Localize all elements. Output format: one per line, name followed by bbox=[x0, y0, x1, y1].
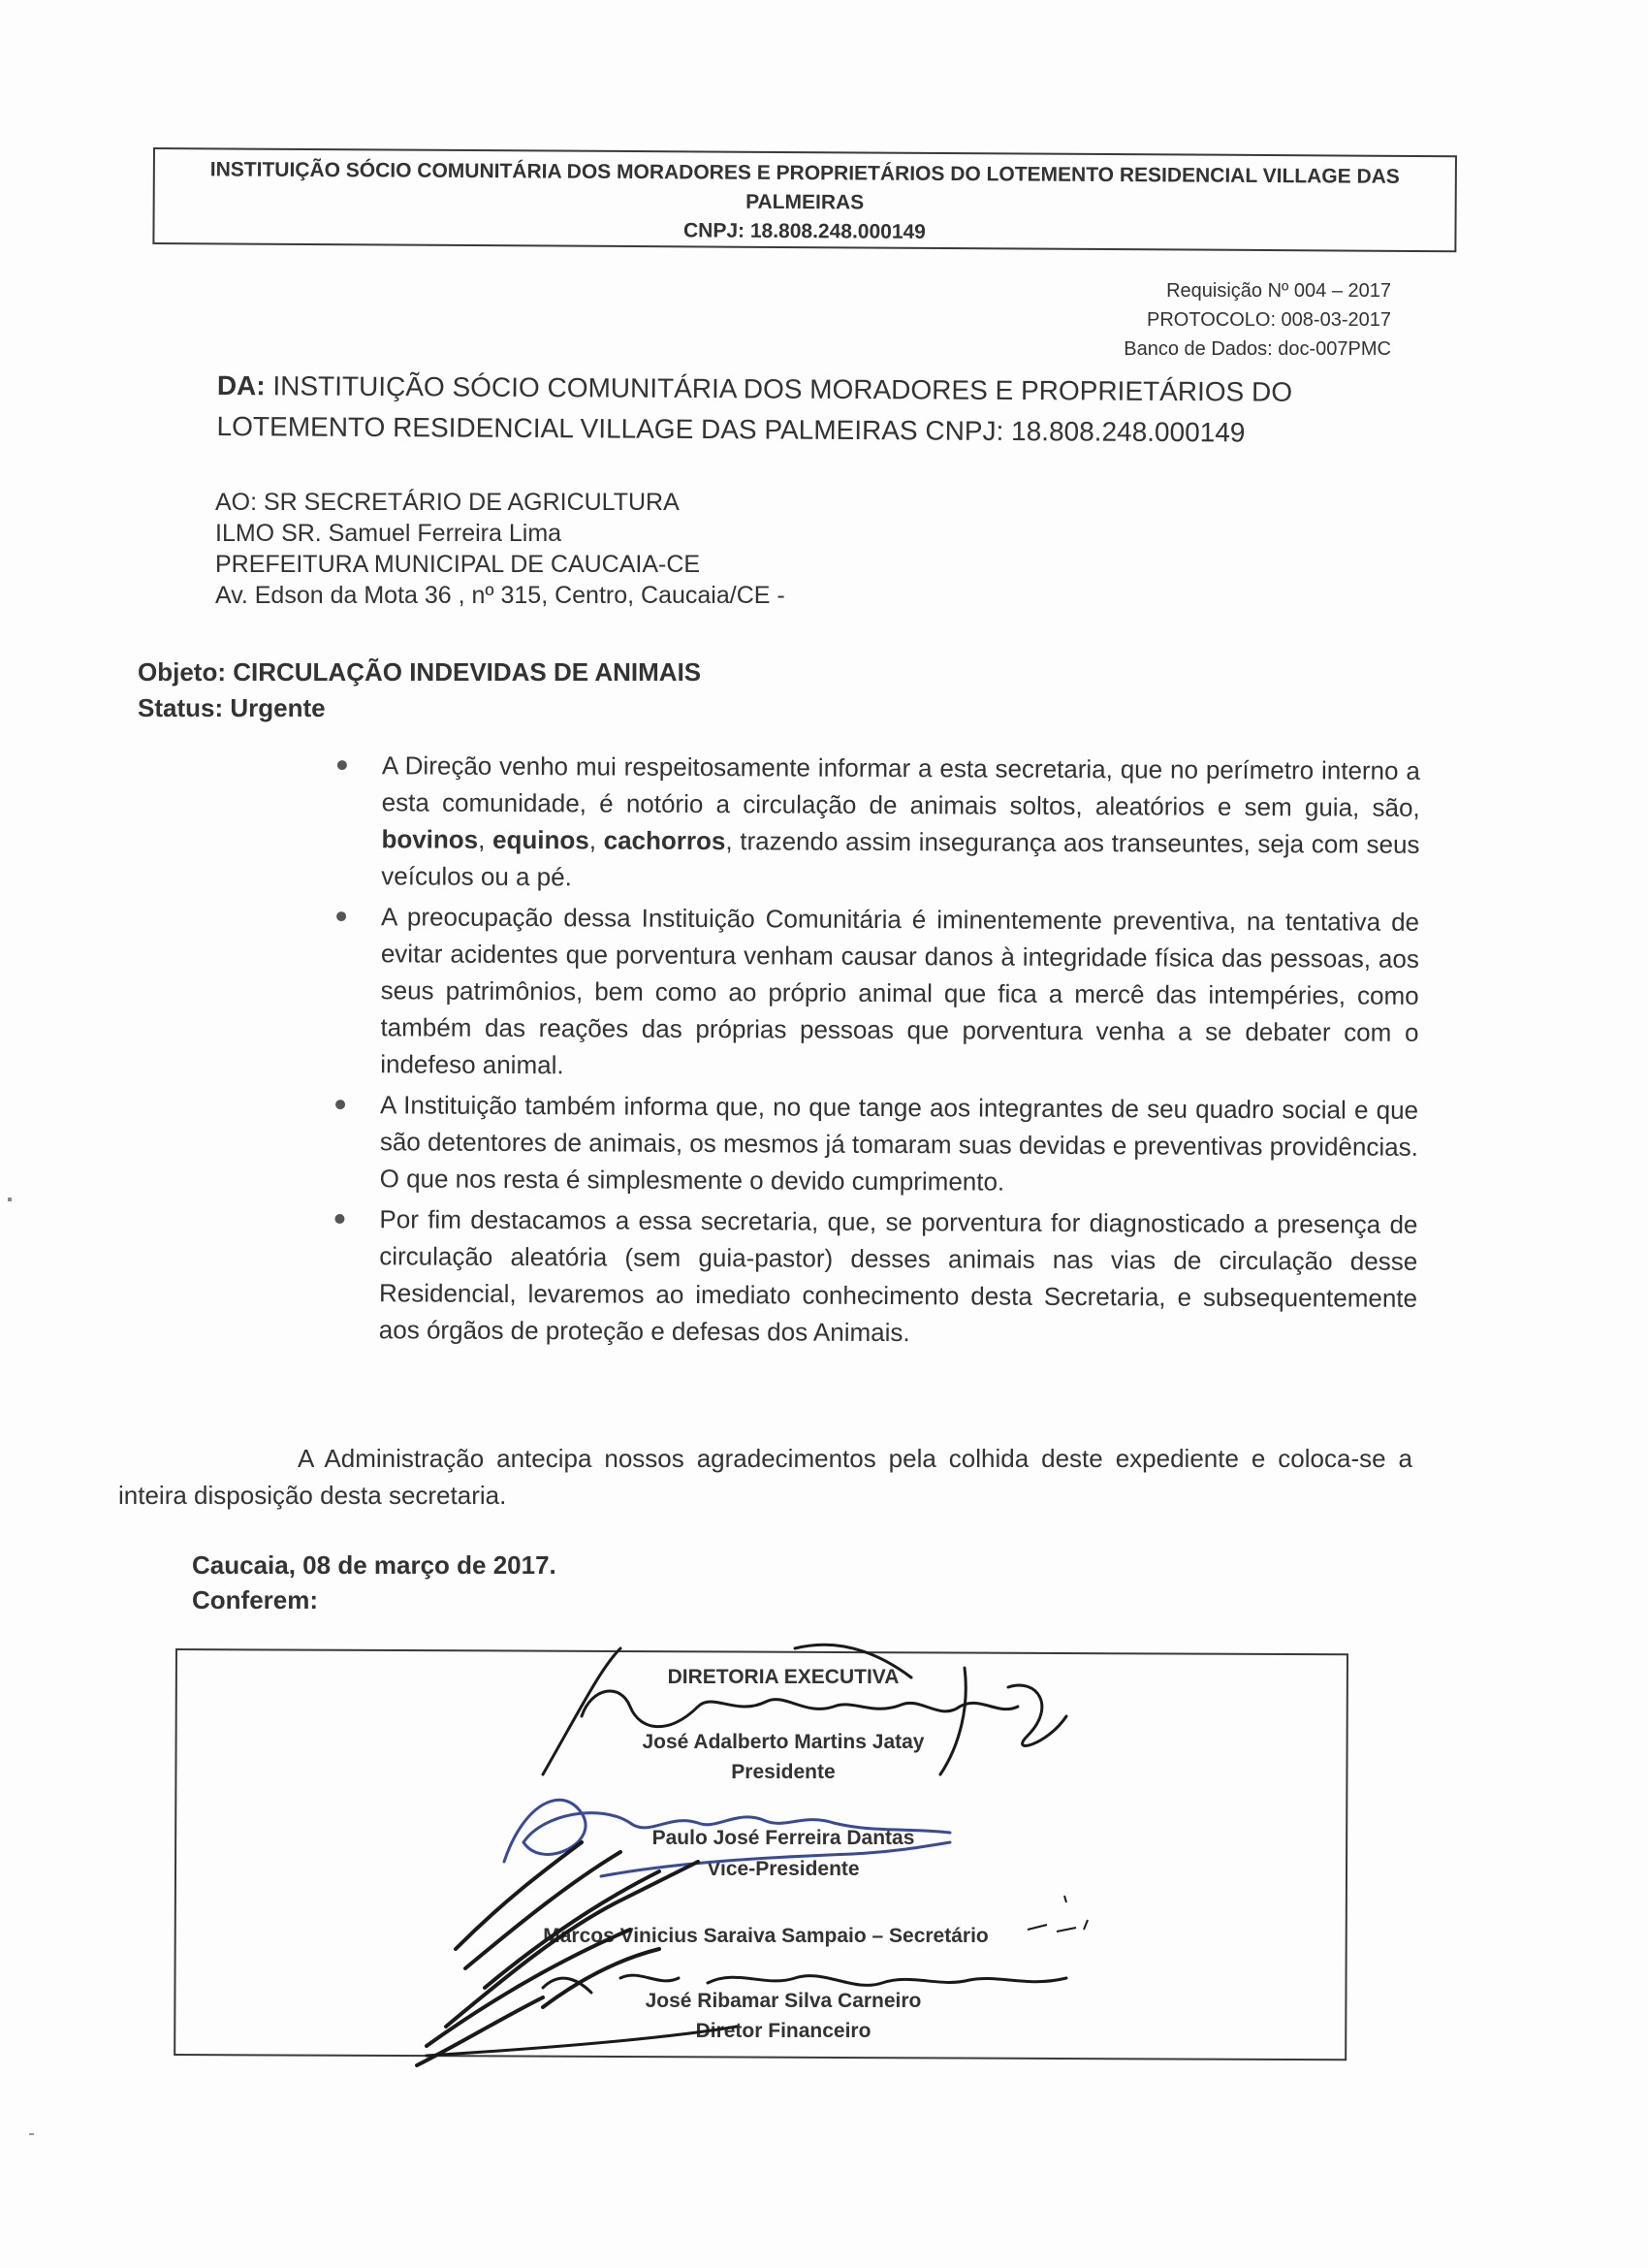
bullet-item bbox=[327, 1200, 1418, 1354]
bullet-icon bbox=[335, 1100, 345, 1109]
bullet-icon bbox=[334, 1214, 344, 1224]
bullet-icon bbox=[337, 760, 347, 770]
status-line: Status: Urgente bbox=[138, 693, 326, 722]
board-title: DIRETORIA EXECUTIVA bbox=[667, 1666, 900, 1688]
conferem-label: Conferem: bbox=[192, 1585, 319, 1614]
bullet-item bbox=[329, 747, 1420, 900]
bullet-text: , bbox=[588, 825, 604, 855]
letterhead-box bbox=[152, 147, 1457, 252]
bullet-bold-text: cachorros bbox=[603, 825, 726, 856]
date-line: Caucaia, 08 de março de 2017. bbox=[192, 1550, 556, 1580]
scan-speck bbox=[29, 2133, 34, 2135]
signatory-role-vice: Vice-Presidente bbox=[707, 1858, 860, 1880]
subject-block bbox=[138, 655, 1010, 726]
letterhead-cnpj: CNPJ: 18.808.248.000149 bbox=[682, 219, 926, 243]
bullet-item bbox=[328, 1086, 1419, 1202]
subject-line: Objeto: CIRCULAÇÃO INDEVIDAS DE ANIMAIS bbox=[138, 657, 702, 687]
signatory-role-president: Presidente bbox=[731, 1761, 836, 1783]
bullet-bold-text: bovinos bbox=[381, 824, 479, 854]
bullet-bold-text: equinos bbox=[491, 824, 589, 855]
bullet-text: Por fim destacamos a essa secretaria, que, se porventura for diagnosticado a presença de circulação aleatória (sem guia-pastor) desses animais nas vias de circulação desse Residencial, levaremos ao imediato conhecimento desta Secretaria, e subsequentemente aos órgãos de proteção e defesas dos Animais. bbox=[378, 1204, 1418, 1348]
document-meta bbox=[1018, 276, 1391, 364]
protocol-number: PROTOCOLO: 008-03-2017 bbox=[1147, 309, 1391, 331]
closing-paragraph: A Administração antecipa nossos agradecimentos pela colhida deste expediente e coloca-se a inteira disposição desta secretaria. bbox=[118, 1444, 1412, 1510]
signatory-role-financial: Diretor Financeiro bbox=[695, 2020, 872, 2042]
bullet-item bbox=[328, 898, 1419, 1088]
recipient-line-3: PREFEITURA MUNICIPAL DE CAUCAIA-CE bbox=[215, 551, 701, 578]
bullet-text: A preocupação dessa Instituição Comunitária é iminentemente preventiva, na tentativa de evitar acidentes que porventura venham causar danos à integridade física das pessoas, aos seus patrimônios, bem como ao próprio animal que fica a mercê das intempéries, como também das reações das próprias pessoas que porventura venha a se debater com o indefeso animal. bbox=[380, 902, 1420, 1080]
letterhead-title: INSTITUIÇÃO SÓCIO COMUNITÁRIA DOS MORADORES E PROPRIETÁRIOS DO LOTEMENTO RESIDENCIAL VILLAGE DAS PALMEIRAS bbox=[209, 158, 1400, 214]
bullet-text: A Direção venho mui respeitosamente informar a esta secretaria, que no perímetro interno a esta comunidade, é notório a circulação de animais soltos, aleatórios e sem guia, são, bbox=[381, 751, 1420, 822]
bullet-text: A Instituição também informa que, no que tange aos integrantes de seu quadro social e que são detentores de animais, os mesmos já tomaram suas devidas e preventivas providências. O que nos resta é simplesmente o devido cumprimento. bbox=[379, 1090, 1419, 1197]
recipient-line-4: Av. Edson da Mota 36 , nº 315, Centro, Caucaia/CE - bbox=[215, 582, 785, 609]
scan-speck bbox=[8, 1198, 12, 1201]
sender-text: INSTITUIÇÃO SÓCIO COMUNITÁRIA DOS MORADORES E PROPRIETÁRIOS DO LOTEMENTO RESIDENCIAL VILLAGE DAS PALMEIRAS CNPJ: 18.808.248.000149 bbox=[216, 370, 1293, 448]
bullet-text: , trazendo assim insegurança aos transeuntes, seja com seus veículos ou a pé. bbox=[381, 826, 1420, 892]
signatory-name-vice: Paulo José Ferreira Dantas bbox=[651, 1827, 915, 1849]
signatory-name-secretary: Marcos Vinicius Saraiva Sampaio – Secretário bbox=[543, 1925, 989, 1947]
requisition-number: Requisição Nº 004 – 2017 bbox=[1166, 280, 1391, 302]
recipient-block bbox=[215, 487, 991, 611]
signatory-name-president: José Adalberto Martins Jatay bbox=[642, 1731, 925, 1753]
signatory-name-financial: José Ribamar Silva Carneiro bbox=[645, 1990, 922, 2012]
bullet-text: , bbox=[478, 824, 493, 854]
sender-label: DA: bbox=[216, 369, 266, 401]
database-ref: Banco de Dados: doc-007PMC bbox=[1124, 338, 1391, 360]
body-bullets bbox=[327, 747, 1420, 1358]
recipient-line-2: ILMO SR. Samuel Ferreira Lima bbox=[215, 520, 562, 547]
bullet-icon bbox=[336, 911, 346, 921]
recipient-line-1: AO: SR SECRETÁRIO DE AGRICULTURA bbox=[215, 489, 680, 516]
date-block bbox=[192, 1548, 871, 1617]
sender-block bbox=[216, 366, 1428, 455]
